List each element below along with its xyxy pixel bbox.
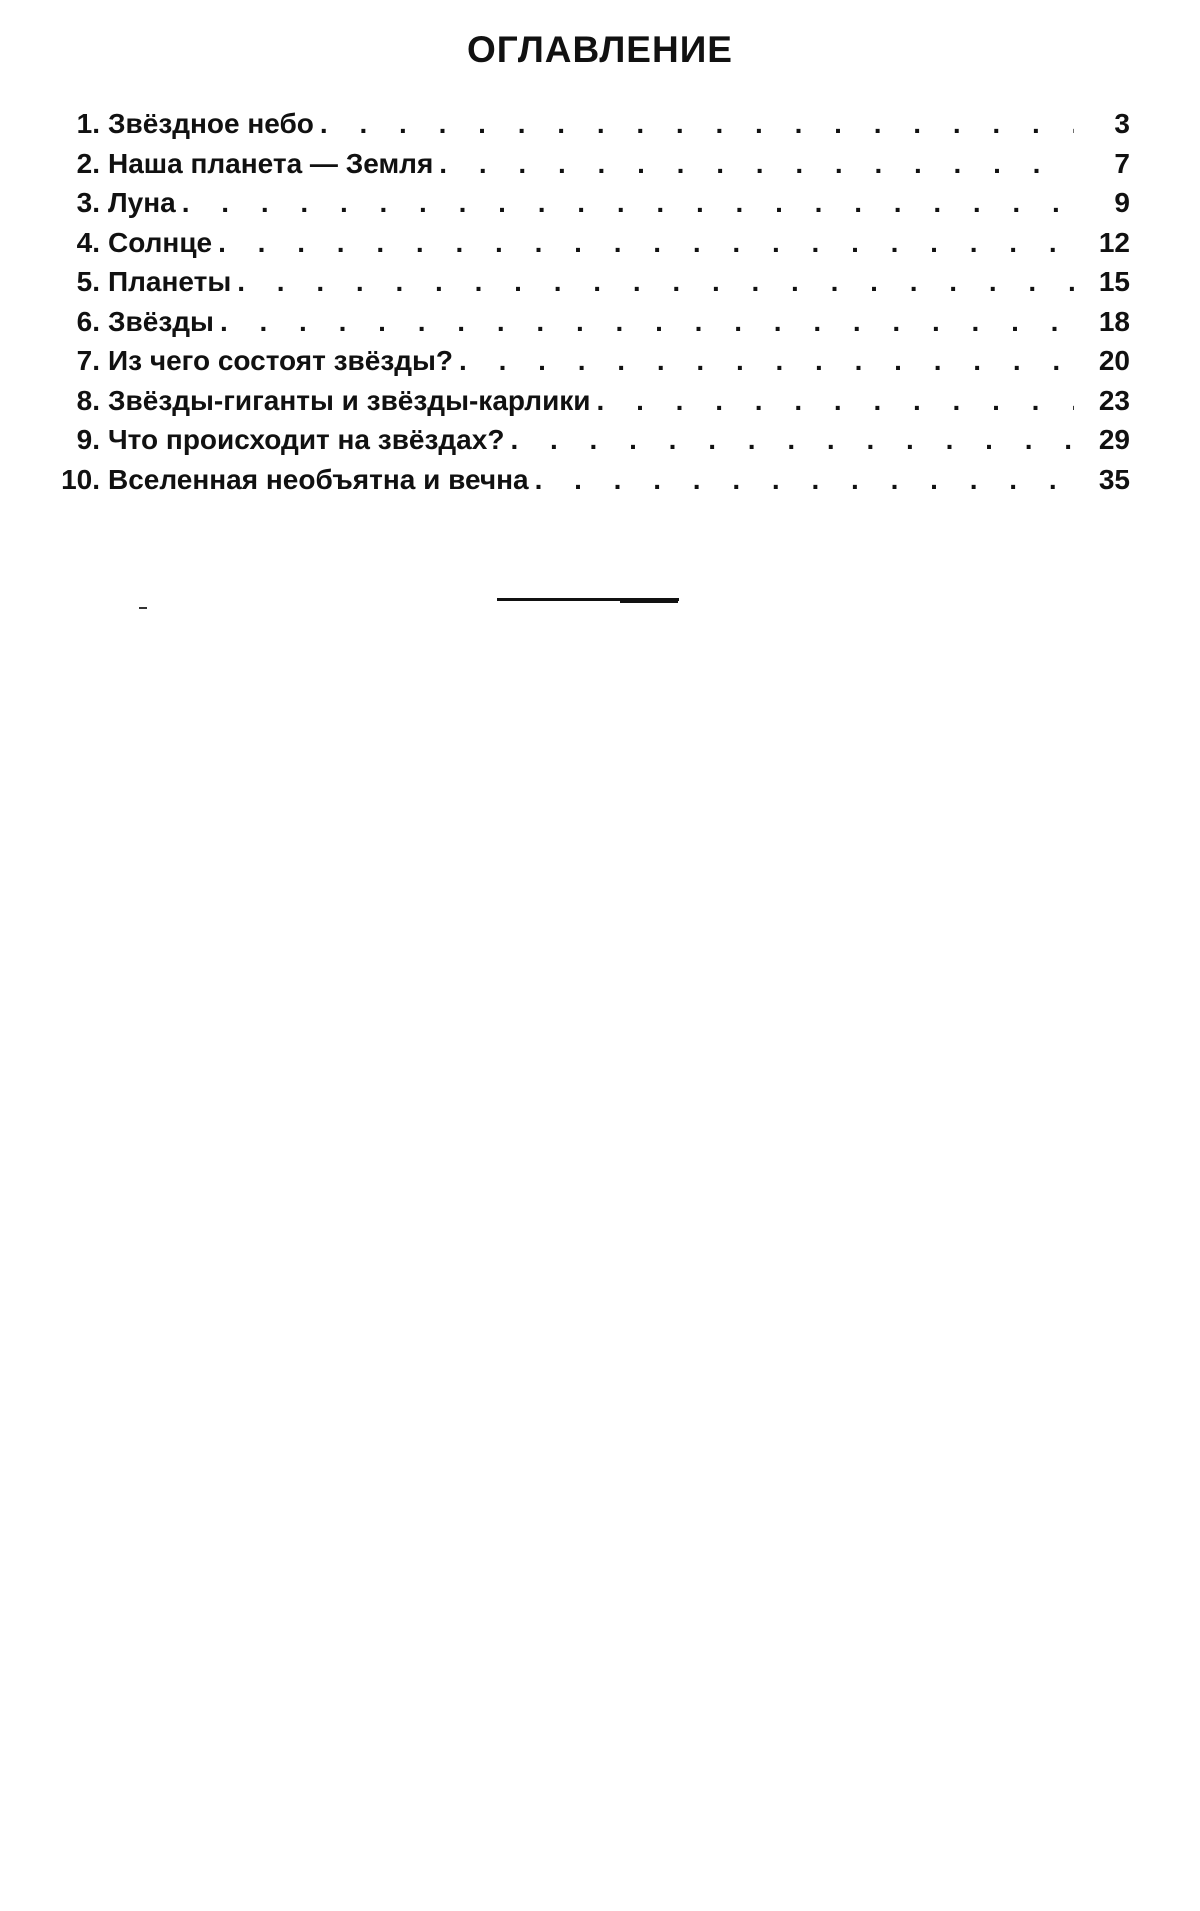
end-rule-tail <box>620 599 678 603</box>
toc-entry-title: Что происходит на звёздах? <box>108 424 505 455</box>
toc-entry-number: 9. <box>76 424 100 455</box>
dot-leader <box>218 223 1074 263</box>
dot-leader <box>510 420 1074 460</box>
toc-entry-page: 3 <box>1114 108 1130 139</box>
toc-entry-page: 9 <box>1114 187 1130 218</box>
toc-entry <box>50 302 1130 342</box>
toc-entry-page: 23 <box>1098 384 1130 416</box>
toc-entry-title: Вселенная необъятна и вечна <box>108 463 529 495</box>
dot-leader <box>459 341 1074 381</box>
toc-entry <box>50 223 1130 263</box>
toc-entry <box>50 104 1130 144</box>
print-speck <box>139 607 147 609</box>
toc-entry-title: Из чего состоят звёзды? <box>108 345 454 376</box>
toc-entry-page: 29 <box>1098 424 1130 455</box>
toc-entry <box>50 341 1130 381</box>
toc-entry <box>50 144 1130 184</box>
toc-entry-number: 7. <box>76 345 100 376</box>
toc-heading: ОГЛАВЛЕНИЕ <box>467 29 733 70</box>
dot-leader <box>182 183 1074 223</box>
dot-leader <box>439 144 1074 184</box>
toc-entry-number: 8. <box>76 384 100 416</box>
dot-leader <box>220 302 1074 342</box>
toc-entry-number: 1. <box>76 108 100 139</box>
toc-list <box>50 104 1130 499</box>
toc-entry <box>50 460 1130 500</box>
toc-entry-title: Солнце <box>108 226 213 258</box>
toc-entry-title: Планеты <box>108 266 232 297</box>
toc-entry-page: 15 <box>1098 266 1130 297</box>
toc-entry-page: 12 <box>1098 226 1130 258</box>
toc-entry-number: 3. <box>76 187 100 218</box>
toc-entry-title: Звёздное небо <box>108 108 314 139</box>
toc-entry <box>50 262 1130 302</box>
toc-entry-number: 4. <box>76 226 100 258</box>
toc-entry-number: 5. <box>76 266 100 297</box>
toc-entry-page: 20 <box>1098 345 1130 376</box>
toc-entry-page: 35 <box>1098 463 1130 495</box>
toc-entry-page: 7 <box>1114 147 1130 179</box>
toc-entry-title: Звёзды <box>108 305 214 337</box>
toc-entry-page: 18 <box>1098 305 1130 337</box>
toc-entry <box>50 183 1130 223</box>
dot-leader <box>320 104 1074 144</box>
toc-entry <box>50 381 1130 421</box>
dot-leader <box>237 262 1074 302</box>
dot-leader <box>597 381 1074 421</box>
toc-entry-number: 6. <box>76 305 100 337</box>
dot-leader <box>535 460 1074 500</box>
toc-entry-number: 10. <box>61 463 100 495</box>
toc-entry-number: 2. <box>76 147 100 179</box>
toc-entry-title: Луна <box>108 187 176 218</box>
toc-entry-title: Наша планета — Земля <box>108 147 434 179</box>
toc-entry-title: Звёзды-гиганты и звёзды-карлики <box>108 384 591 416</box>
toc-entry <box>50 420 1130 460</box>
